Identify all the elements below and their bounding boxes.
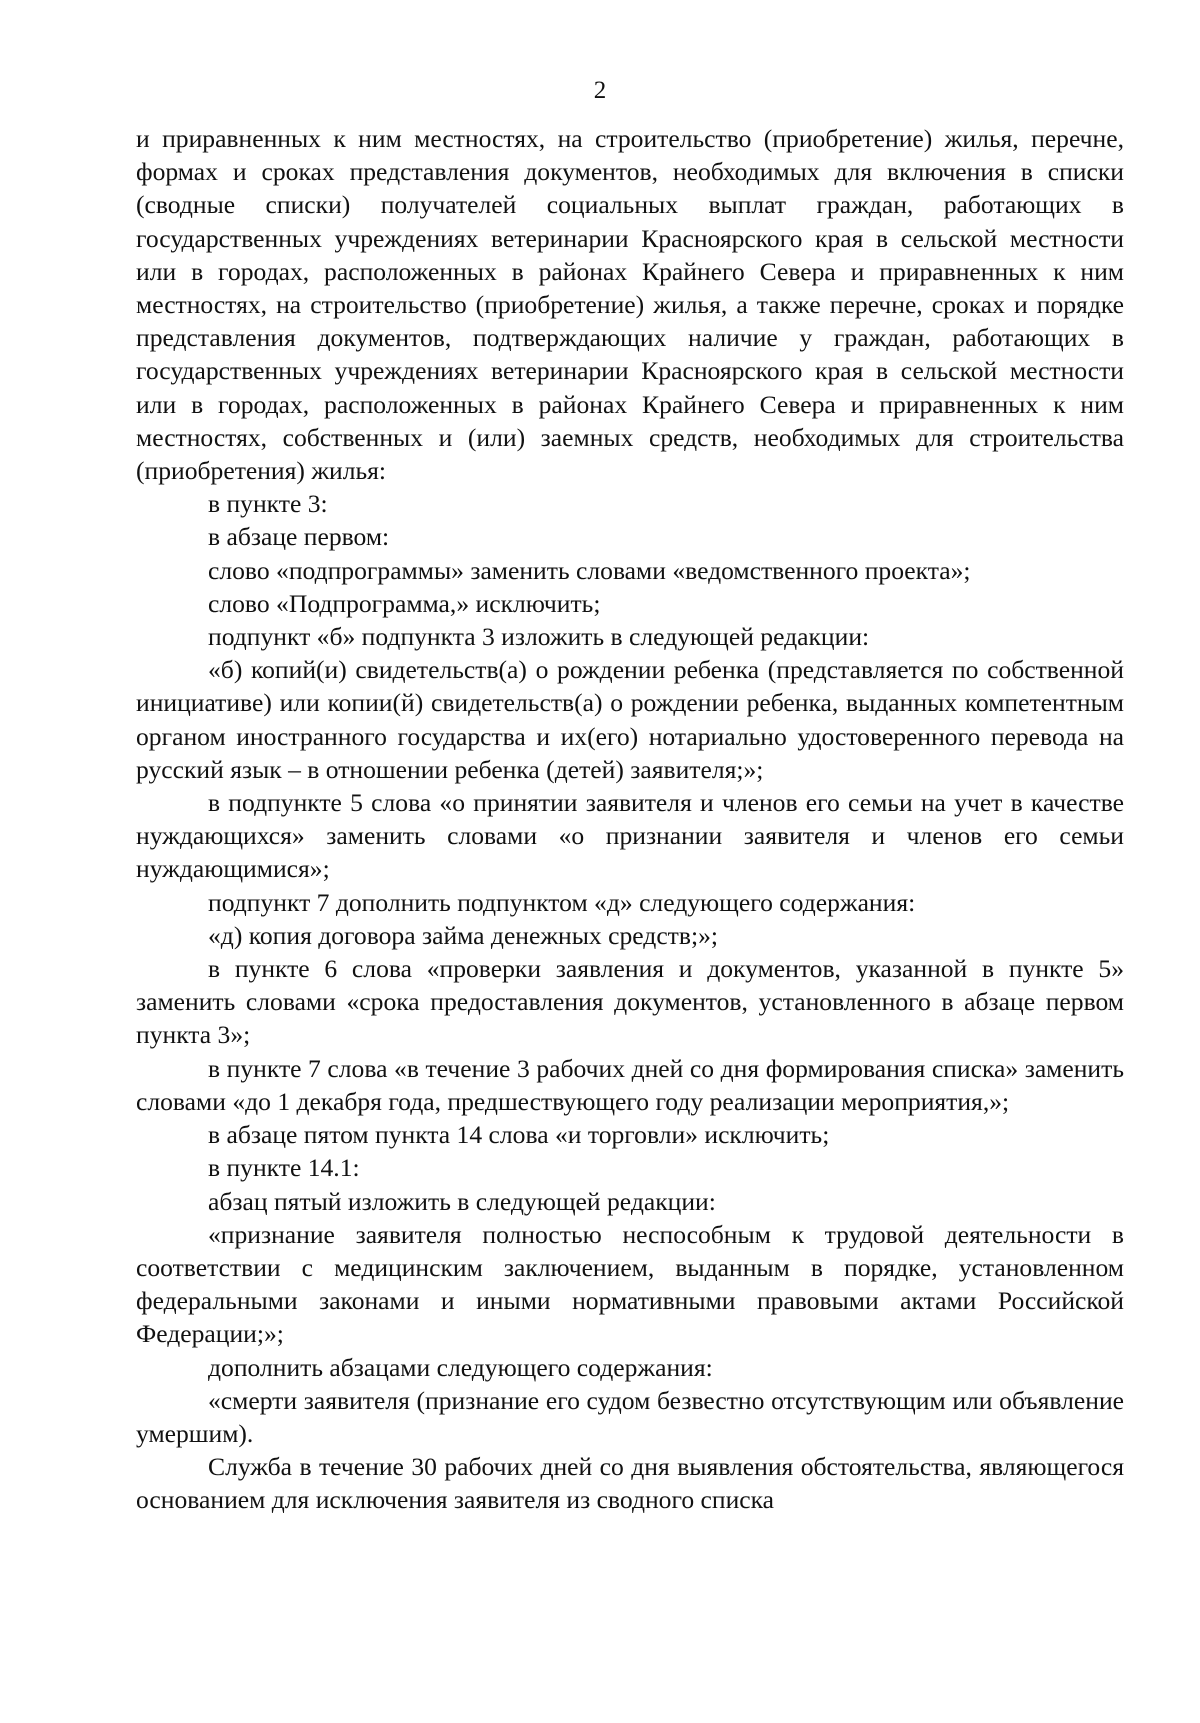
paragraph: в пункте 7 слова «в течение 3 рабочих дней со дня формирования списка» заменить словами «до 1 декабря года, предшествующего году реализации мероприятия,»; (136, 1053, 1124, 1116)
paragraph: в пункте 3: (208, 489, 328, 519)
paragraph: подпункт 7 дополнить подпунктом «д» следующего содержания: (208, 887, 916, 917)
paragraph: Служба в течение 30 рабочих дней со дня выявления обстоятельства, являющегося основанием для исключения заявителя из сводного списка (136, 1452, 1124, 1515)
paragraph: слово «подпрограммы» заменить словами «ведомственного проекта»; (208, 555, 971, 585)
paragraph: «смерти заявителя (признание его судом безвестно отсутствующим или объявление умершим). (136, 1385, 1124, 1448)
paragraph: и приравненных к ним местностях, на строительство (приобретение) жилья, перечне, формах и сроках представления документов, необходимых для включения в списки (сводные списки) получателей социальных выплат граждан, работающих в государственных учреждениях ветеринарии Красноярского края в сельской местности или в городах, расположенных в районах Крайнего Севера и приравненных к ним местностях, на строительство (приобретение) жилья, а также перечне, сроках и порядке представления документов, подтверждающих наличие у граждан, работающих в государственных учреждениях ветеринарии Красноярского края в сельской местности или в городах, расположенных в районах Крайнего Севера и приравненных к ним местностях, собственных и (или) заемных средств, необходимых для строительства (приобретения) жилья: (136, 124, 1124, 486)
paragraph: в абзаце пятом пункта 14 слова «и торговли» исключить; (208, 1120, 830, 1150)
paragraph: в абзаце первом: (208, 522, 390, 552)
paragraph: слово «Подпрограмма,» исключить; (208, 588, 601, 618)
paragraph: в подпункте 5 слова «о принятии заявителя и членов его семьи на учет в качестве нуждающихся» заменить словами «о признании заявителя и членов его семьи нуждающимися»; (136, 788, 1124, 884)
paragraph: «д) копия договора займа денежных средств;»; (208, 920, 718, 950)
paragraph: в пункте 14.1: (208, 1153, 360, 1183)
document-body (136, 122, 1124, 1517)
paragraph: «признание заявителя полностью неспособным к трудовой деятельности в соответствии с медицинским заключением, выданным в порядке, установленном федеральными законами и иными нормативными правовыми актами Российской Федерации;»; (136, 1219, 1124, 1349)
paragraph: подпункт «б» подпункта 3 изложить в следующей редакции: (208, 622, 870, 652)
paragraph: дополнить абзацами следующего содержания: (208, 1352, 713, 1382)
paragraph: в пункте 6 слова «проверки заявления и документов, указанной в пункте 5» заменить словами «срока предоставления документов, установленного в абзаце первом пункта 3»; (136, 954, 1124, 1050)
paragraph: «б) копий(и) свидетельств(а) о рождении ребенка (представляется по собственной инициативе) или копии(й) свидетельств(а) о рождении ребенка, выданных компетентным органом иностранного государства и их(его) нотариально удостоверенного перевода на русский язык – в отношении ребенка (детей) заявителя;»; (136, 655, 1124, 784)
page-number: 2 (593, 77, 607, 104)
paragraph: абзац пятый изложить в следующей редакции: (208, 1186, 716, 1216)
